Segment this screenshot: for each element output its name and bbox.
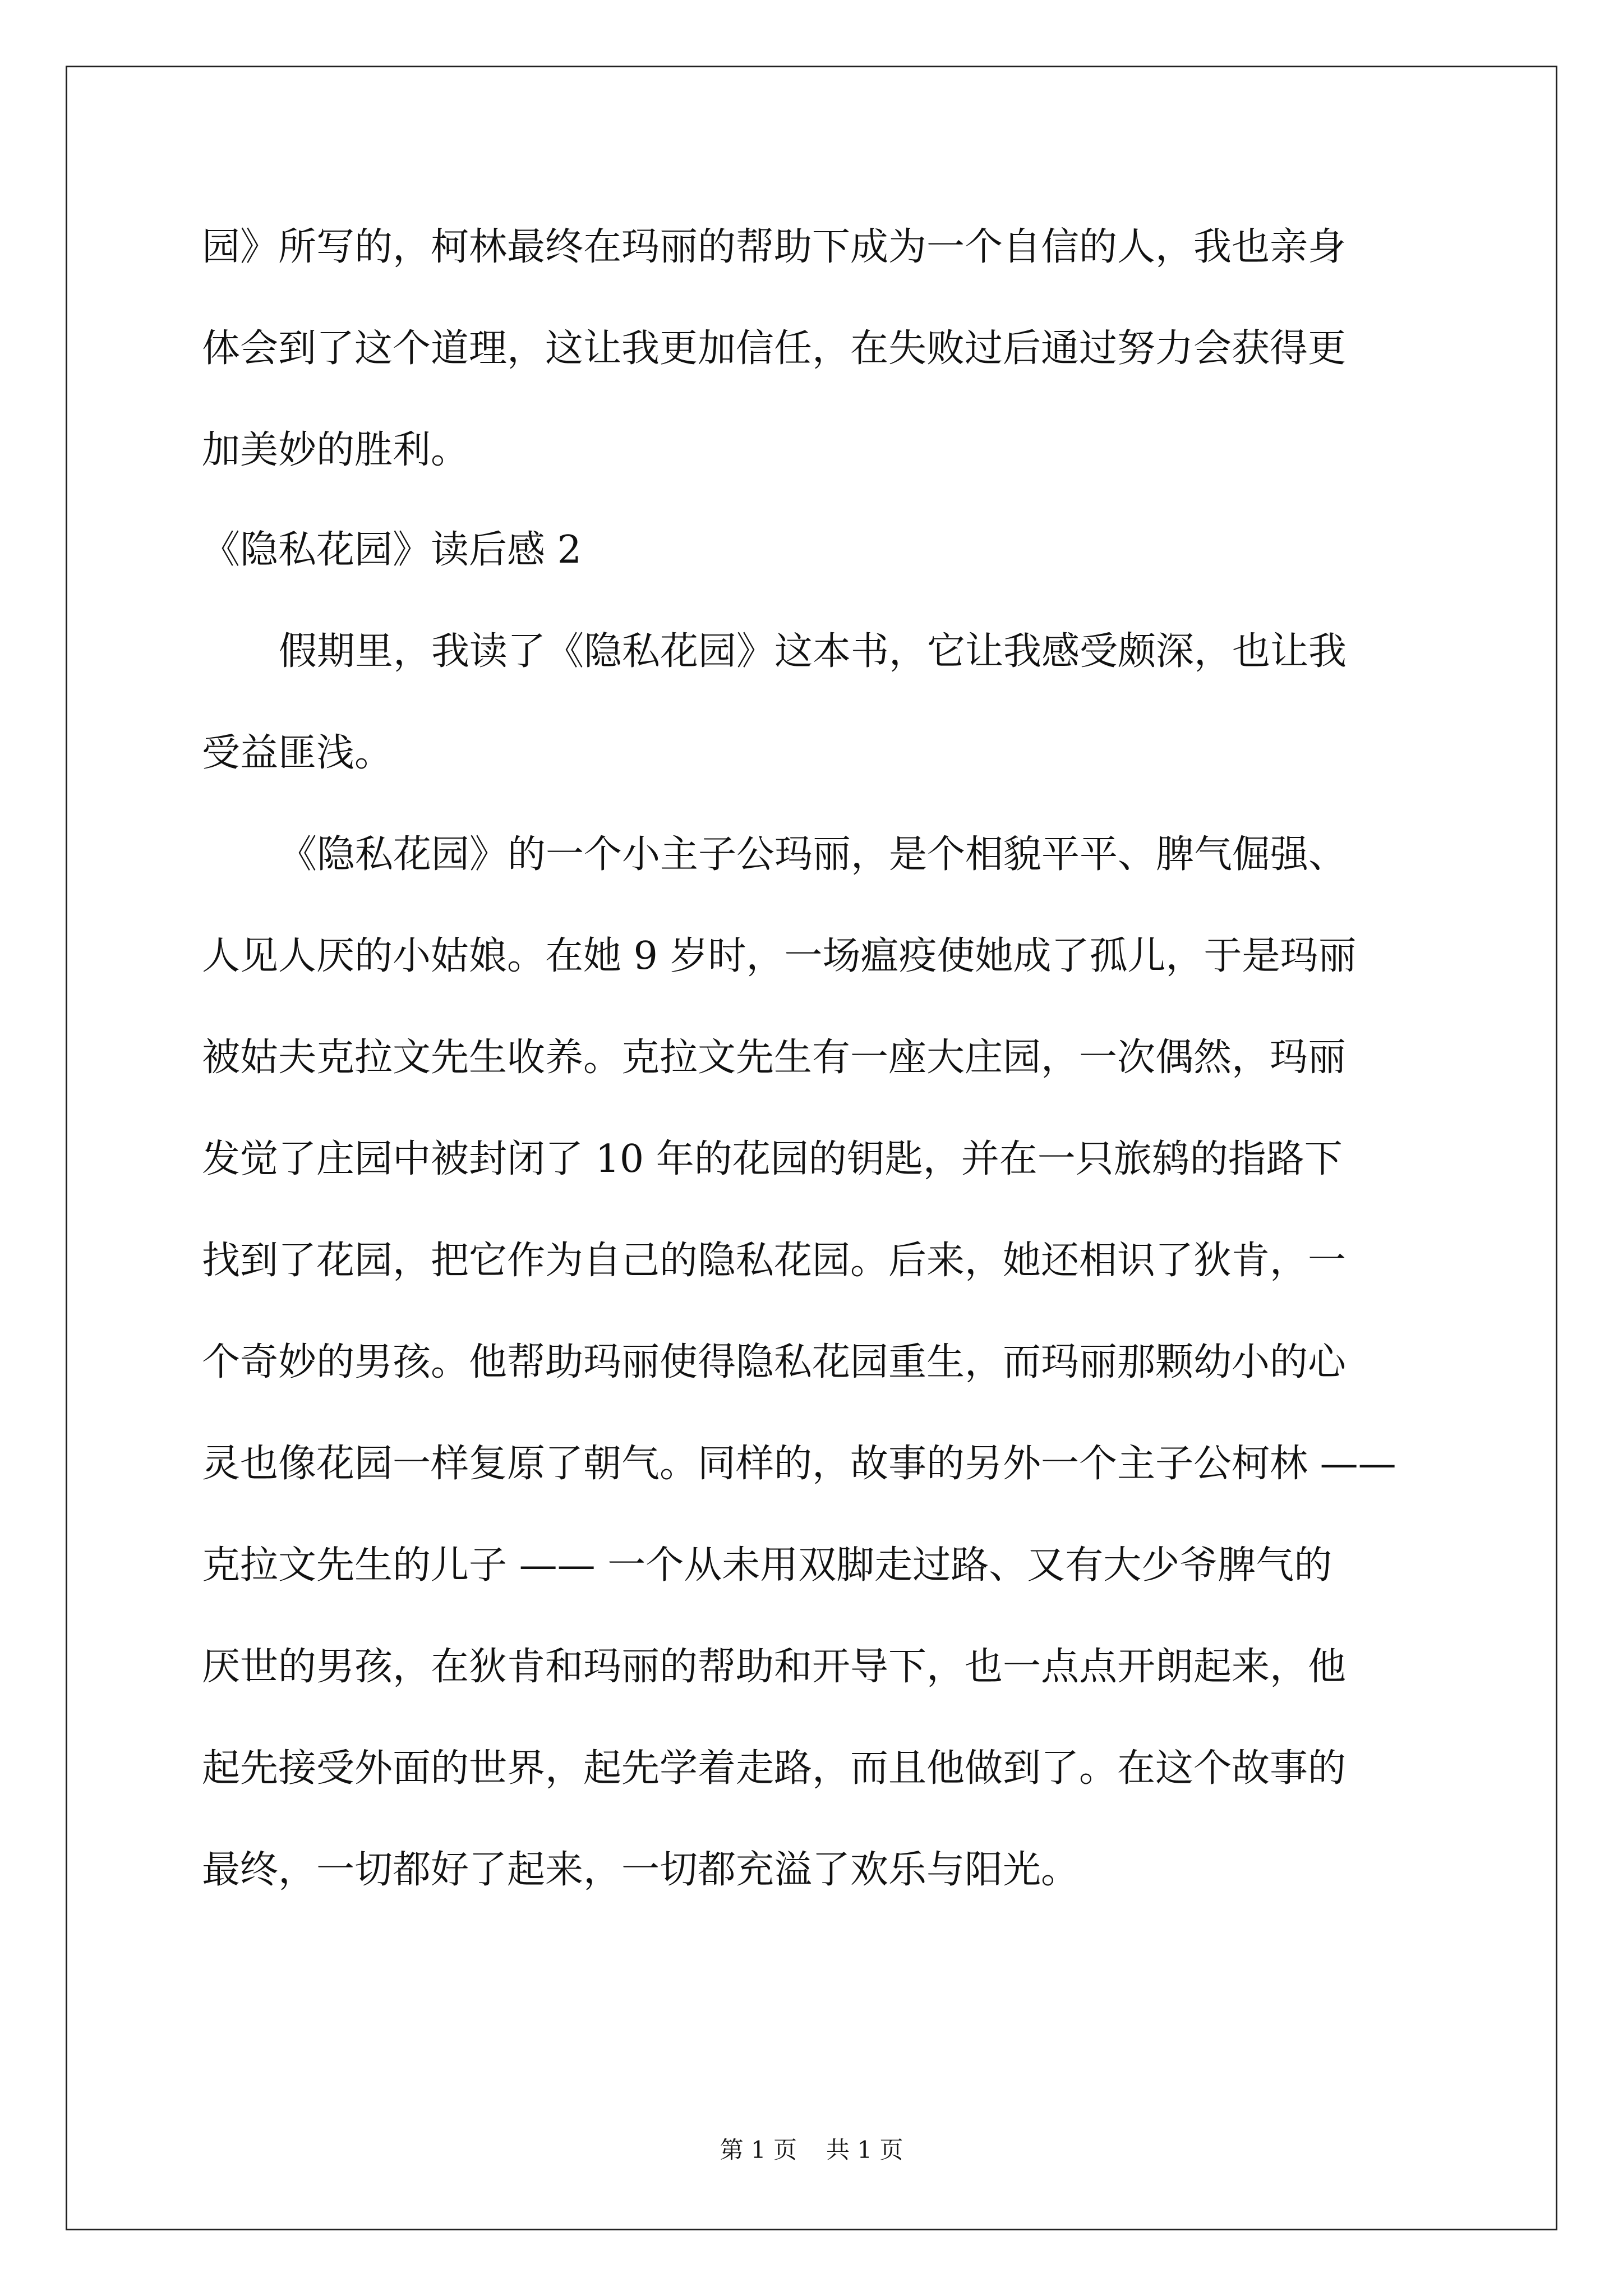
text-line: 《隐私花园》的一个小主子公玛丽，是个相貌平平、脾气倔强、 — [279, 832, 1347, 877]
text-line: 厌世的男孩，在狄肯和玛丽的帮助和开导下，也一点点开朗起来，他 — [202, 1645, 1347, 1689]
text-line: 个奇妙的男孩。他帮助玛丽使得隐私花园重生，而玛丽那颗幼小的心 — [202, 1340, 1347, 1384]
text-line: 加美妙的胜利。 — [202, 428, 469, 472]
text-line: 体会到了这个道理，这让我更加信任，在失败过后通过努力会获得更 — [202, 326, 1347, 371]
page-number: 第 1 页 — [720, 2136, 797, 2164]
text-line: 被姑夫克拉文先生收养。克拉文先生有一座大庄园，一次偶然，玛丽 — [202, 1036, 1347, 1080]
text-line: 假期里，我读了《隐私花园》这本书，它让我感受颇深，也让我 — [279, 629, 1347, 674]
text-line: 灵也像花园一样复原了朝气。同样的，故事的另外一个主子公柯林 —— — [202, 1442, 1396, 1486]
page-total: 共 1 页 — [826, 2136, 903, 2164]
page-footer — [0, 2138, 1623, 2162]
text-line: 找到了花园，把它作为自己的隐私花园。后来，她还相识了狄肯，一 — [202, 1239, 1347, 1283]
text-line: 起先接受外面的世界，起先学着走路，而且他做到了。在这个故事的 — [202, 1746, 1347, 1791]
text-line: 发觉了庄园中被封闭了 10 年的花园的钥匙，并在一只旅鸫的指路下 — [202, 1137, 1343, 1181]
text-line: 受益匪浅。 — [202, 731, 393, 775]
text-line: 人见人厌的小姑娘。在她 9 岁时，一场瘟疫使她成了孤儿，于是玛丽 — [202, 934, 1357, 978]
section-heading: 《隐私花园》读后感 2 — [202, 528, 582, 572]
text-line: 克拉文先生的儿子 —— 一个从未用双脚走过路、又有大少爷脾气的 — [202, 1543, 1332, 1588]
text-line: 园》所写的，柯林最终在玛丽的帮助下成为一个自信的人，我也亲身 — [202, 225, 1347, 269]
text-line: 最终，一切都好了起来，一切都充溢了欢乐与阳光。 — [202, 1848, 1080, 1892]
